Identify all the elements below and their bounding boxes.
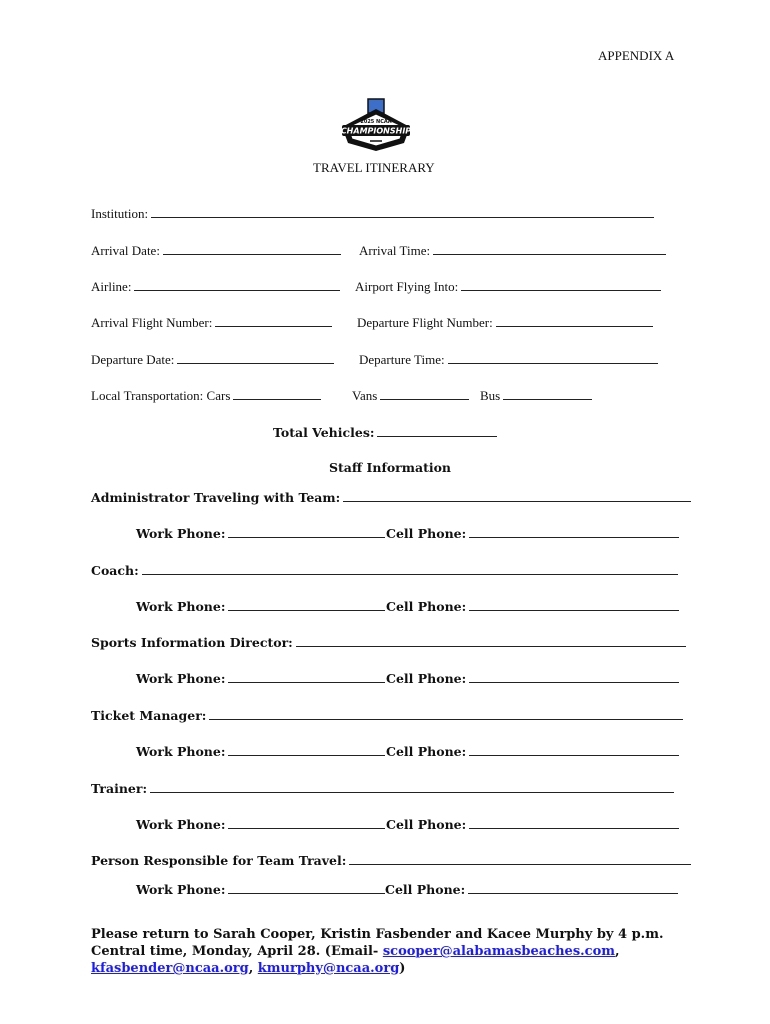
departure-flight-field[interactable] xyxy=(357,315,653,331)
ticket-manager-line[interactable] xyxy=(209,708,683,720)
arrival-flight-label: Arrival Flight Number: xyxy=(91,315,213,330)
institution-line[interactable] xyxy=(151,206,654,218)
sid-label: Sports Information Director: xyxy=(91,635,293,650)
local-transport-label: Local Transportation: Cars xyxy=(91,388,231,403)
bus-field[interactable] xyxy=(480,388,592,404)
cell-phone-line[interactable] xyxy=(469,671,679,683)
coach-label: Coach: xyxy=(91,563,139,578)
arrival-time-field[interactable] xyxy=(359,243,666,259)
bus-label: Bus xyxy=(480,388,501,403)
airline-line[interactable] xyxy=(134,279,340,291)
separator-2: , xyxy=(248,961,254,976)
arrival-date-line[interactable] xyxy=(163,243,341,255)
cell-phone-line[interactable] xyxy=(469,526,679,538)
appendix-label: APPENDIX A xyxy=(598,48,675,63)
departure-date-line[interactable] xyxy=(177,352,334,364)
trainer-line[interactable] xyxy=(150,781,674,793)
bus-line[interactable] xyxy=(503,388,592,400)
arrival-time-line[interactable] xyxy=(433,243,666,255)
departure-time-line[interactable] xyxy=(448,352,658,364)
work-phone-label: Work Phone: xyxy=(136,599,226,614)
departure-time-field[interactable] xyxy=(359,352,658,368)
work-phone-line[interactable] xyxy=(228,671,385,683)
administrator-cell-phone-field[interactable] xyxy=(386,526,679,542)
departure-flight-label: Departure Flight Number: xyxy=(357,315,493,330)
cell-phone-label: Cell Phone: xyxy=(386,744,467,759)
trainer-work-phone-field[interactable] xyxy=(136,817,385,833)
work-phone-line[interactable] xyxy=(228,599,385,611)
arrival-date-field[interactable] xyxy=(91,243,341,259)
trainer-label: Trainer: xyxy=(91,781,148,796)
person-responsible-work-phone-field[interactable] xyxy=(136,882,385,898)
trainer-field[interactable] xyxy=(91,781,674,797)
email-link-scooper[interactable]: scooper@alabamasbeaches.com xyxy=(382,944,616,959)
airline-label: Airline: xyxy=(91,279,132,294)
separator-1: , xyxy=(615,944,620,959)
coach-line[interactable] xyxy=(142,563,678,575)
staff-heading: Staff Information xyxy=(329,460,452,475)
cell-phone-line[interactable] xyxy=(469,599,679,611)
departure-date-field[interactable] xyxy=(91,352,334,368)
arrival-date-label: Arrival Date: xyxy=(91,243,160,258)
ticket-manager-cell-phone-field[interactable] xyxy=(386,744,679,760)
person-responsible-line[interactable] xyxy=(349,853,691,865)
cars-field[interactable] xyxy=(91,388,321,404)
airport-field[interactable] xyxy=(355,279,661,295)
vans-field[interactable] xyxy=(352,388,469,404)
person-responsible-cell-phone-field[interactable] xyxy=(385,882,678,898)
page-title: TRAVEL ITINERARY xyxy=(313,160,435,175)
cell-phone-label: Cell Phone: xyxy=(386,817,467,832)
arrival-time-label: Arrival Time: xyxy=(359,243,431,258)
arrival-flight-line[interactable] xyxy=(215,315,332,327)
championship-logo-icon xyxy=(338,97,414,155)
work-phone-label: Work Phone: xyxy=(136,817,226,832)
sid-field[interactable] xyxy=(91,635,686,651)
return-instructions xyxy=(91,926,681,977)
email-link-kmurphy[interactable]: kmurphy@ncaa.org xyxy=(257,961,400,976)
airline-field[interactable] xyxy=(91,279,340,295)
total-vehicles-field[interactable] xyxy=(273,425,497,441)
closing-paren: ) xyxy=(399,961,406,976)
trainer-cell-phone-field[interactable] xyxy=(386,817,679,833)
work-phone-line[interactable] xyxy=(228,882,385,894)
departure-flight-line[interactable] xyxy=(496,315,653,327)
coach-field[interactable] xyxy=(91,563,678,579)
sid-work-phone-field[interactable] xyxy=(136,671,385,687)
administrator-field[interactable] xyxy=(91,490,691,506)
departure-time-label: Departure Time: xyxy=(359,352,445,367)
work-phone-label: Work Phone: xyxy=(136,744,226,759)
sid-cell-phone-field[interactable] xyxy=(386,671,679,687)
cell-phone-line[interactable] xyxy=(468,882,678,894)
airport-line[interactable] xyxy=(461,279,661,291)
cell-phone-label: Cell Phone: xyxy=(386,526,467,541)
airport-label: Airport Flying Into: xyxy=(355,279,459,294)
cell-phone-label: Cell Phone: xyxy=(386,671,467,686)
work-phone-line[interactable] xyxy=(228,744,385,756)
person-responsible-label: Person Responsible for Team Travel: xyxy=(91,853,347,868)
person-responsible-field[interactable] xyxy=(91,853,691,869)
arrival-flight-field[interactable] xyxy=(91,315,332,331)
ticket-manager-label: Ticket Manager: xyxy=(91,708,207,723)
cell-phone-line[interactable] xyxy=(469,817,679,829)
coach-work-phone-field[interactable] xyxy=(136,599,385,615)
logo-small-text: 2025 NCAA xyxy=(360,119,392,125)
sid-line[interactable] xyxy=(296,635,686,647)
work-phone-label: Work Phone: xyxy=(136,526,226,541)
work-phone-label: Work Phone: xyxy=(136,882,226,897)
logo-main-text: CHAMPIONSHIP xyxy=(340,126,412,136)
vans-label: Vans xyxy=(352,388,378,403)
work-phone-line[interactable] xyxy=(228,526,385,538)
cell-phone-label: Cell Phone: xyxy=(386,599,467,614)
email-link-kfasbender[interactable]: kfasbender@ncaa.org xyxy=(91,961,249,976)
work-phone-line[interactable] xyxy=(228,817,385,829)
institution-label: Institution: xyxy=(91,206,149,221)
work-phone-label: Work Phone: xyxy=(136,671,226,686)
administrator-label: Administrator Traveling with Team: xyxy=(91,490,341,505)
coach-cell-phone-field[interactable] xyxy=(386,599,679,615)
return-text: Please return to Sarah Cooper, Kristin Fasbender and Kacee Murphy by 4 p.m. Central time, Monday, April 28. (Email- xyxy=(91,927,664,959)
cars-line[interactable] xyxy=(233,388,321,400)
administrator-work-phone-field[interactable] xyxy=(136,526,385,542)
total-vehicles-label: Total Vehicles: xyxy=(273,425,375,440)
ticket-manager-field[interactable] xyxy=(91,708,683,724)
ticket-manager-work-phone-field[interactable] xyxy=(136,744,385,760)
cell-phone-line[interactable] xyxy=(469,744,679,756)
administrator-line[interactable] xyxy=(343,490,691,502)
institution-field[interactable] xyxy=(91,206,654,222)
cell-phone-label: Cell Phone: xyxy=(385,882,466,897)
departure-date-label: Departure Date: xyxy=(91,352,175,367)
total-vehicles-line[interactable] xyxy=(377,425,497,437)
vans-line[interactable] xyxy=(380,388,469,400)
